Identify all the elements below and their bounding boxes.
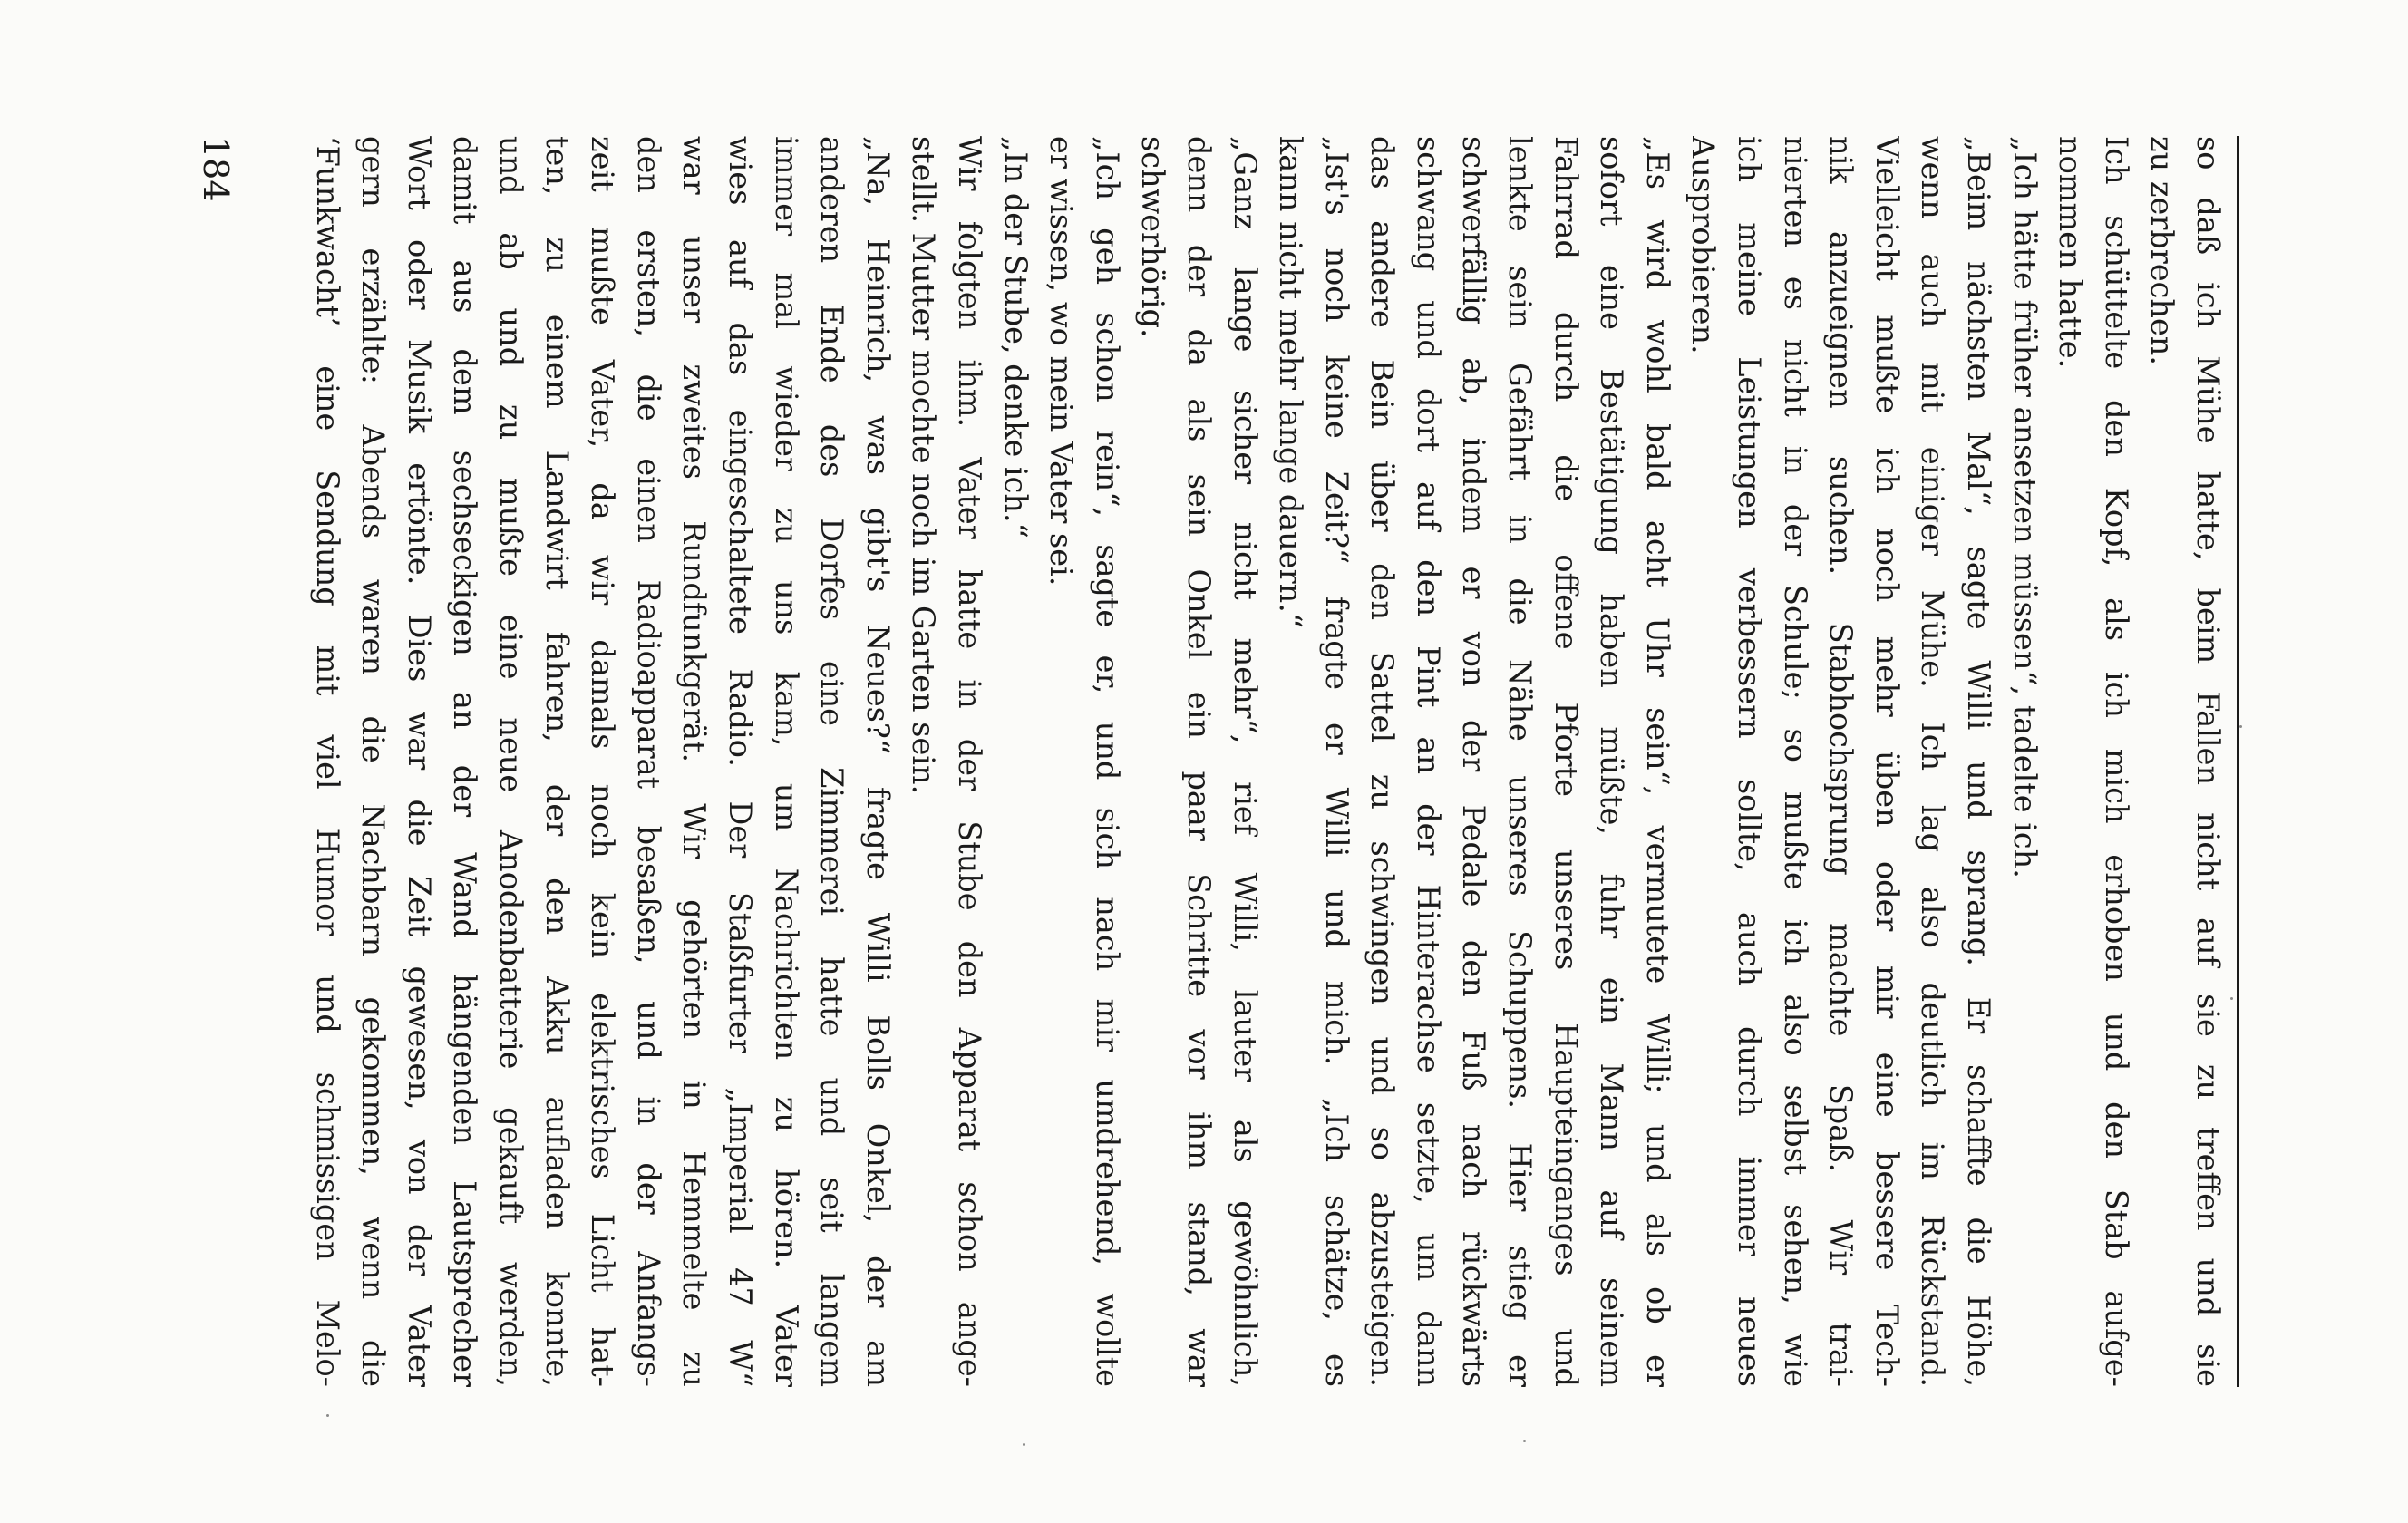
text-line: wies auf das eingeschaltete Radio. Der Staßfurter „Imperial 47 W“ <box>723 136 758 1387</box>
page-number: 184 <box>196 136 236 202</box>
text-line: „In der Stube, denke ich.“ <box>997 136 1034 538</box>
text-line: kann nicht mehr lange dauern.“ <box>1273 136 1309 629</box>
text-line: „Es wird wohl bald acht Uhr sein“, vermutete Willi; und als ob er <box>1639 136 1675 1387</box>
header-rule <box>2237 136 2239 1387</box>
text-line: schwang und dort auf den Pint an der Hinterachse setzte, um dann <box>1410 136 1446 1387</box>
text-line: schwerfällig ab, indem er von der Pedale den Fuß nach rückwärts <box>1456 136 1492 1387</box>
text-line: nierten es nicht in der Schule; so mußte ich also selbst sehen, wie <box>1777 136 1813 1387</box>
text-line: gern erzählte: Abends waren die Nachbarn gekommen, wenn die <box>355 136 392 1387</box>
scan-speck <box>2239 725 2242 728</box>
rotated-book-page <box>136 136 2239 1387</box>
text-line: so daß ich Mühe hatte, beim Fallen nicht auf sie zu treffen und sie <box>2190 136 2226 1387</box>
text-line: „Ich hätte früher ansetzen müssen“, tadelte ich. <box>2006 136 2043 878</box>
text-line: denn der da als sein Onkel ein paar Schritte vor ihm stand, war <box>1180 136 1217 1387</box>
text-line: den ersten, die einen Radioapparat besaßen, und in der Anfangs- <box>630 136 666 1387</box>
text-line: und ab und zu mußte eine neue Anodenbatterie gekauft werden, <box>493 136 529 1387</box>
text-line: nik anzueignen suchen. Stabhochsprung machte Spaß. Wir trai- <box>1823 136 1859 1387</box>
text-line: war unser zweites Rundfunkgerät. Wir gehörten in Hemmelte zu <box>676 136 713 1387</box>
text-line: zeit mußte Vater, da wir damals noch kein elektrisches Licht hat- <box>585 136 621 1387</box>
text-line: Fahrrad durch die offene Pforte unseres Haupteinganges und <box>1548 136 1584 1387</box>
text-line: sofort eine Bestätigung haben müßte, fuhr ein Mann auf seinem <box>1594 136 1630 1387</box>
text-line: ten, zu einem Landwirt fahren, der den Akku aufladen konnte, <box>539 136 575 1387</box>
text-line: Ich schüttelte den Kopf, als ich mich erhoben und den Stab aufge- <box>2098 136 2134 1387</box>
text-line: wenn auch mit einiger Mühe. Ich lag also deutlich im Rückstand. <box>1915 136 1951 1387</box>
text-line: er wissen, wo mein Vater sei. <box>1044 136 1080 587</box>
scan-speck <box>2230 997 2233 1000</box>
page-inner <box>136 136 2239 1387</box>
text-line: nommen hatte. <box>2053 136 2089 369</box>
text-line: Wort oder Musik ertönte. Dies war die Zeit gewesen, von der Vater <box>401 136 437 1387</box>
text-line: ich meine Leistungen verbessern sollte, auch durch immer neues <box>1732 136 1768 1387</box>
text-line: „Na, Heinrich, was gibt's Neues?“ fragte Willi Bolls Onkel, der am <box>859 136 896 1387</box>
text-line: Vielleicht mußte ich noch mehr üben oder mir eine bessere Tech- <box>1869 136 1905 1387</box>
scan-speck <box>1523 1440 1526 1442</box>
text-line: stellt. Mutter mochte noch im Garten sein. <box>906 136 942 795</box>
text-line: ‘Funkwacht’ eine Sendung mit viel Humor und schmissigen Melo- <box>309 136 345 1387</box>
text-line: schwerhörig. <box>1135 136 1171 338</box>
text-line: das andere Bein über den Sattel zu schwingen und so abzusteigen. <box>1364 136 1401 1387</box>
text-line: Ausprobieren. <box>1685 136 1722 354</box>
scan-speck <box>1023 1443 1025 1446</box>
text-line: Wir folgten ihm. Vater hatte in der Stube den Apparat schon ange- <box>951 136 987 1387</box>
text-line: immer mal wieder zu uns kam, um Nachrichten zu hören. Vater <box>768 136 804 1387</box>
text-line: „Ich geh schon rein“, sagte er, und sich nach mir umdrehend, wollte <box>1089 136 1125 1387</box>
text-line: zu zerbrechen. <box>2144 136 2180 366</box>
text-line: damit aus dem sechseckigen an der Wand hängenden Lautsprecher <box>447 136 483 1387</box>
text-line: „Beim nächsten Mal“, sagte Willi und sprang. Er schaffte die Höhe, <box>1961 136 1997 1387</box>
text-line: „Ganz lange sicher nicht mehr“, rief Willi, lauter als gewöhnlich, <box>1227 136 1263 1387</box>
scan-speck <box>326 1414 329 1417</box>
text-line: „Ist's noch keine Zeit?“ fragte er Willi und mich. „Ich schätze, es <box>1318 136 1354 1387</box>
text-line: anderen Ende des Dorfes eine Zimmerei hatte und seit langem <box>814 136 850 1387</box>
text-line: lenkte sein Gefährt in die Nähe unseres Schuppens. Hier stieg er <box>1502 136 1539 1387</box>
body-text <box>245 136 2230 1387</box>
